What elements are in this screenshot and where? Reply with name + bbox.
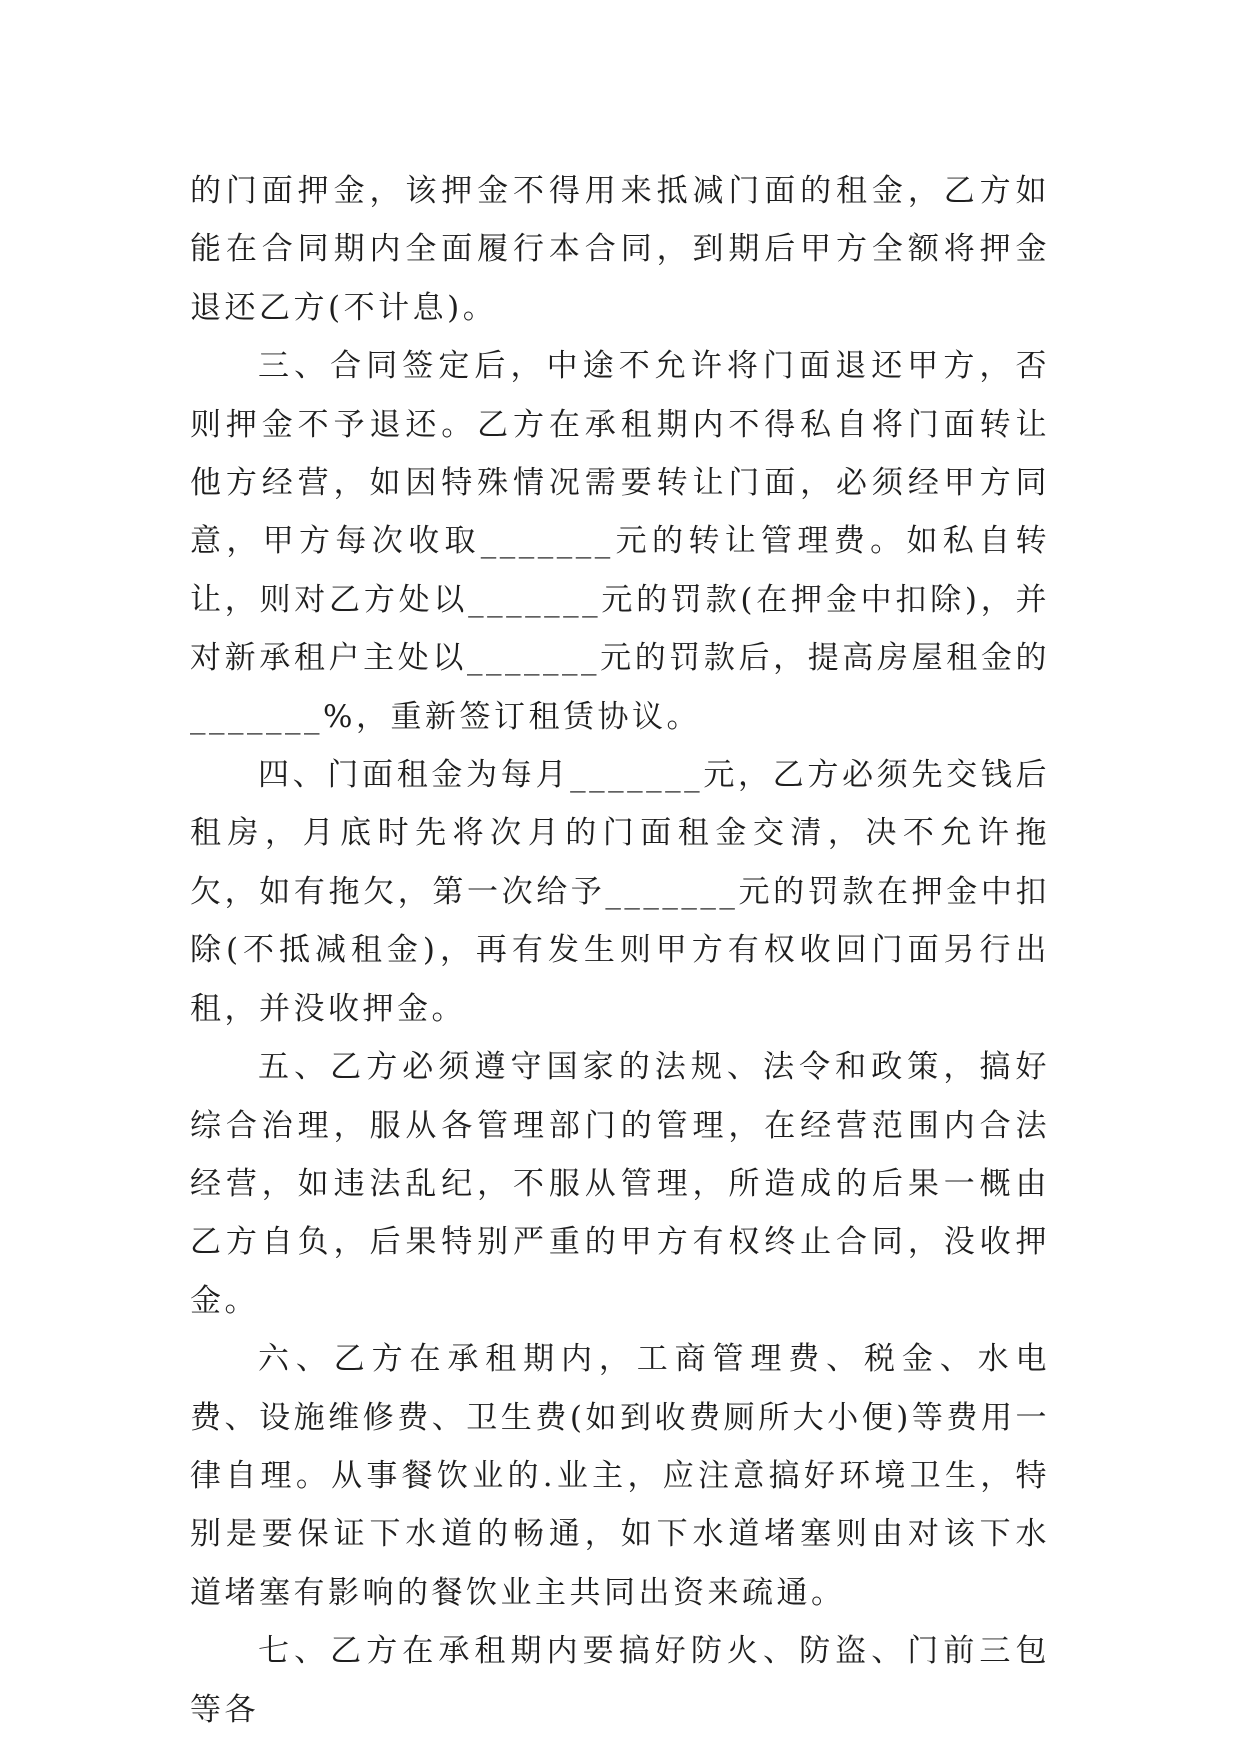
document-page — [190, 162, 1050, 1739]
paragraph-clause-6: 六、乙方在承租期内，工商管理费、税金、水电费、设施维修费、卫生费(如到收费厕所大小便)等费用一律自理。从事餐饮业的.业主，应注意搞好环境卫生，特别是要保证下水道的畅通，如下水道堵塞则由对该下水道堵塞有影响的餐饮业主共同出资来疏通。 — [190, 1341, 1050, 1611]
paragraph-clause-3: 三、合同签定后，中途不允许将门面退还甲方，否则押金不予退还。乙方在承租期内不得私自将门面转让他方经营，如因特殊情况需要转让门面，必须经甲方同意，甲方每次收取_______元的转让管理费。如私自转让，则对乙方处以_______元的罚款(在押金中扣除)，并对新承租户主处以_______元的罚款后，提高房屋租金的_______%，重新签订租赁协议。 — [190, 348, 1050, 735]
paragraph-clause-7: 七、乙方在承租期内要搞好防火、防盗、门前三包等各 — [190, 1633, 1050, 1728]
paragraph-clause-5: 五、乙方必须遵守国家的法规、法令和政策，搞好综合治理，服从各管理部门的管理，在经营范围内合法经营，如违法乱纪，不服从管理，所造成的后果一概由乙方自负，后果特别严重的甲方有权终止合同，没收押金。 — [190, 1049, 1050, 1319]
paragraph-deposit-continued: 的门面押金，该押金不得用来抵减门面的租金，乙方如能在合同期内全面履行本合同，到期后甲方全额将押金退还乙方(不计息)。 — [190, 173, 1050, 326]
paragraph-clause-4: 四、门面租金为每月_______元，乙方必须先交钱后租房，月底时先将次月的门面租金交清，决不允许拖欠，如有拖欠，第一次给予_______元的罚款在押金中扣除(不抵减租金)，再有发生则甲方有权收回门面另行出租，并没收押金。 — [190, 757, 1050, 1027]
